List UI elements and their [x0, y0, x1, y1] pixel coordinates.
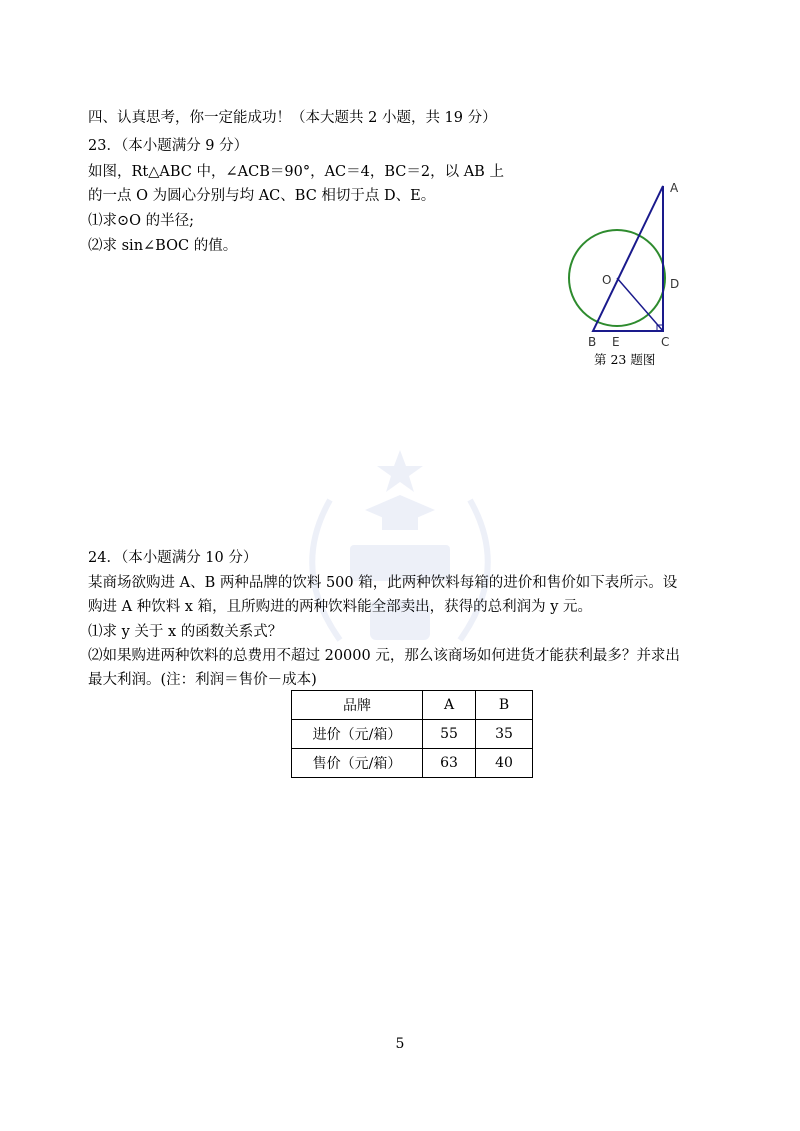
table-header-cell: A	[423, 691, 476, 720]
q23-part1: ⑴求⊙O 的半径;	[88, 213, 195, 229]
q23-geometry-figure	[560, 178, 700, 378]
table-row	[292, 720, 533, 749]
table-cell: 售价（元/箱）	[292, 749, 423, 778]
table-header-row	[292, 691, 533, 720]
table-header-cell: 品牌	[292, 691, 423, 720]
table-cell: 35	[476, 720, 533, 749]
label-o: O	[602, 273, 612, 287]
label-e: E	[612, 335, 620, 349]
q24-part1: ⑴求 y 关于 x 的函数关系式？	[88, 624, 283, 640]
section-header: 四、认真思考，你一定能成功！（本大题共 2 小题，共 19 分）	[88, 110, 497, 126]
q23-stem-line1: 如图，Rt△ABC 中，∠ACB＝90°，AC＝4，BC＝2，以 AB 上	[88, 164, 504, 180]
price-table	[291, 690, 533, 778]
q23-part2: ⑵求 sin∠BOC 的值。	[88, 238, 238, 254]
table-header-cell: B	[476, 691, 533, 720]
q24-part2-line1: ⑵如果购进两种饮料的总费用不超过 20000 元，那么该商场如何进货才能获利最多？并求出	[88, 648, 680, 664]
label-a: A	[670, 181, 679, 195]
q24-stem-line1: 某商场欲购进 A、B 两种品牌的饮料 500 箱，此两种饮料每箱的进价和售价如下表所示。设	[88, 575, 678, 591]
table-cell: 进价（元/箱）	[292, 720, 423, 749]
label-c: C	[661, 335, 670, 349]
table-cell: 55	[423, 720, 476, 749]
q23-stem-line2: 的一点 O 为圆心分别与均 AC、BC 相切于点 D、E。	[88, 188, 436, 204]
watermark-logo	[270, 440, 530, 670]
q23-number: 23．（本小题满分 9 分）	[88, 138, 249, 154]
table-cell: 40	[476, 749, 533, 778]
table-cell: 63	[423, 749, 476, 778]
q24-part2-line2: 最大利润。(注：利润＝售价－成本)	[88, 672, 317, 688]
label-d: D	[670, 277, 680, 291]
label-b: B	[588, 335, 597, 349]
q24-stem-line2: 购进 A 种饮料 x 箱，且所购进的两种饮料能全部卖出，获得的总利润为 y 元。	[88, 599, 592, 615]
figure-caption: 第 23 题图	[594, 352, 656, 367]
table-row	[292, 749, 533, 778]
q24-number: 24．（本小题满分 10 分）	[88, 550, 258, 566]
page-number: 5	[395, 1036, 405, 1052]
